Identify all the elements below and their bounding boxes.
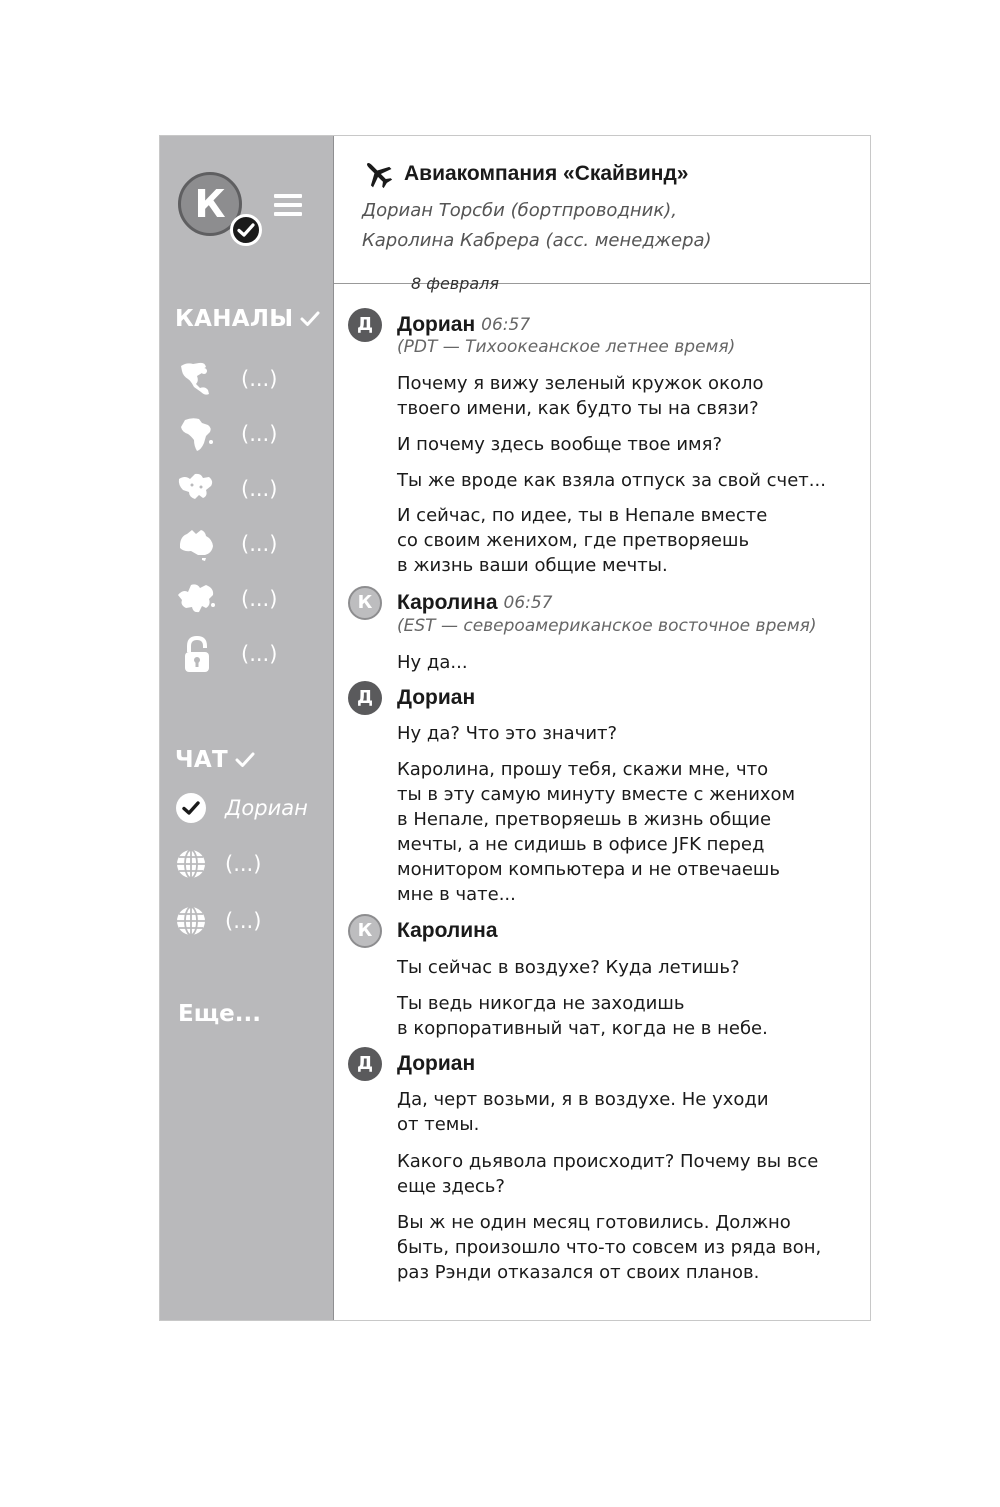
channel-item-6[interactable] [175, 634, 325, 674]
timezone-note: (EST — североамериканское восточное время) [397, 616, 817, 636]
timezone-note: (PDT — Тихоокеанское летнее время) [397, 337, 736, 357]
channel-item-4[interactable] [175, 524, 325, 564]
date-label: 8 февраля [411, 273, 500, 293]
channels-section-title[interactable] [175, 306, 321, 332]
message-text: И почему здесь вообще твое имя? [397, 434, 722, 455]
author-name[interactable]: Каролина [397, 919, 498, 942]
chat-item-3[interactable] [175, 905, 261, 937]
message-text: И сейчас, по идее, ты в Непале вместе со своим женихом, где претворяешь в жизнь ваши общие мечты. [397, 505, 768, 576]
menu-icon[interactable] [274, 194, 302, 218]
airplane-icon [362, 158, 394, 190]
author-avatar[interactable]: К [348, 586, 382, 620]
author-name[interactable]: Каролина [397, 591, 498, 614]
message-header [348, 681, 475, 715]
user-avatar[interactable]: К [178, 172, 242, 236]
channel-item-3[interactable] [175, 469, 325, 509]
check-icon [234, 750, 256, 770]
channel-label: (...) [241, 477, 278, 501]
chat-main [334, 136, 870, 1320]
author-avatar[interactable]: Д [348, 681, 382, 715]
message-text: Вы ж не один месяц готовились. Должно быть, произошло что-то совсем из ряда вон, раз Рэнди отказался от своих планов. [397, 1212, 822, 1283]
message-text: Ну да? Что это значит? [397, 723, 618, 744]
chat-item-dorian[interactable] [175, 792, 308, 824]
message-header [348, 914, 498, 948]
member-line: Каролина Кабрера (асс. менеджера) [362, 230, 712, 251]
sidebar [160, 136, 334, 1320]
chat-title: ЧАТ [175, 747, 228, 773]
asia-map-icon [175, 579, 219, 619]
channel-label: (...) [241, 532, 278, 556]
message-text: Ты ведь никогда не заходишь в корпоративный чат, когда не в небе. [397, 993, 768, 1039]
message-text: Да, черт возьми, я в воздухе. Не уходи от темы. [397, 1089, 769, 1135]
message-time: 06:57 [481, 315, 531, 335]
channel-members [362, 196, 712, 256]
date-divider [334, 271, 870, 295]
globe-icon [175, 848, 207, 880]
north-america-map-icon [175, 359, 219, 399]
more-link[interactable]: Еще... [178, 1001, 261, 1027]
australia-map-icon [175, 524, 219, 564]
check-circle-icon [175, 792, 207, 824]
app-window [159, 135, 871, 1321]
chat-label: (...) [225, 852, 262, 876]
message-time: 06:57 [503, 593, 553, 613]
divider-line [548, 283, 870, 284]
message-text: Какого дьявола происходит? Почему вы все еще здесь? [397, 1151, 819, 1197]
africa-map-icon [175, 414, 219, 454]
channel-item-5[interactable] [175, 579, 325, 619]
online-check-icon [230, 214, 262, 246]
channel-title: Авиакомпания «Скайвинд» [404, 162, 689, 185]
channel-item-2[interactable] [175, 414, 325, 454]
channel-label: (...) [241, 642, 278, 666]
channel-label: (...) [241, 422, 278, 446]
author-avatar[interactable]: Д [348, 1047, 382, 1081]
chat-label: Дориан [225, 796, 308, 820]
author-avatar[interactable]: К [348, 914, 382, 948]
padlock-icon [175, 634, 219, 674]
check-icon [299, 309, 321, 329]
chat-item-2[interactable] [175, 848, 261, 880]
author-name[interactable]: Дориан [397, 313, 476, 336]
message-header [348, 586, 553, 620]
chat-section-title[interactable] [175, 747, 256, 773]
channel-label: (...) [241, 367, 278, 391]
message-text: Ну да... [397, 652, 468, 673]
author-name[interactable]: Дориан [397, 1052, 476, 1075]
globe-icon [175, 905, 207, 937]
chat-label: (...) [225, 909, 262, 933]
channel-header [362, 158, 688, 190]
message-header [348, 1047, 475, 1081]
europe-map-icon [175, 469, 219, 509]
member-line: Дориан Торсби (бортпроводник), [362, 200, 677, 221]
channel-label: (...) [241, 587, 278, 611]
message-text: Каролина, прошу тебя, скажи мне, что ты в эту самую минуту вместе с женихом в Непале, претворяешь в жизнь общие мечты, а не сидишь в офисе JFK перед монитором компьютера и не отвечаешь мне в чате... [397, 759, 796, 905]
channels-title: КАНАЛЫ [175, 306, 294, 332]
message-text: Ты же вроде как взяла отпуск за свой счет... [397, 470, 826, 491]
channel-item-1[interactable] [175, 359, 325, 399]
message-text: Почему я вижу зеленый кружок около твоего имени, как будто ты на связи? [397, 373, 764, 419]
message-text: Ты сейчас в воздухе? Куда летишь? [397, 957, 740, 978]
author-avatar[interactable]: Д [348, 308, 382, 342]
author-name[interactable]: Дориан [397, 686, 476, 709]
